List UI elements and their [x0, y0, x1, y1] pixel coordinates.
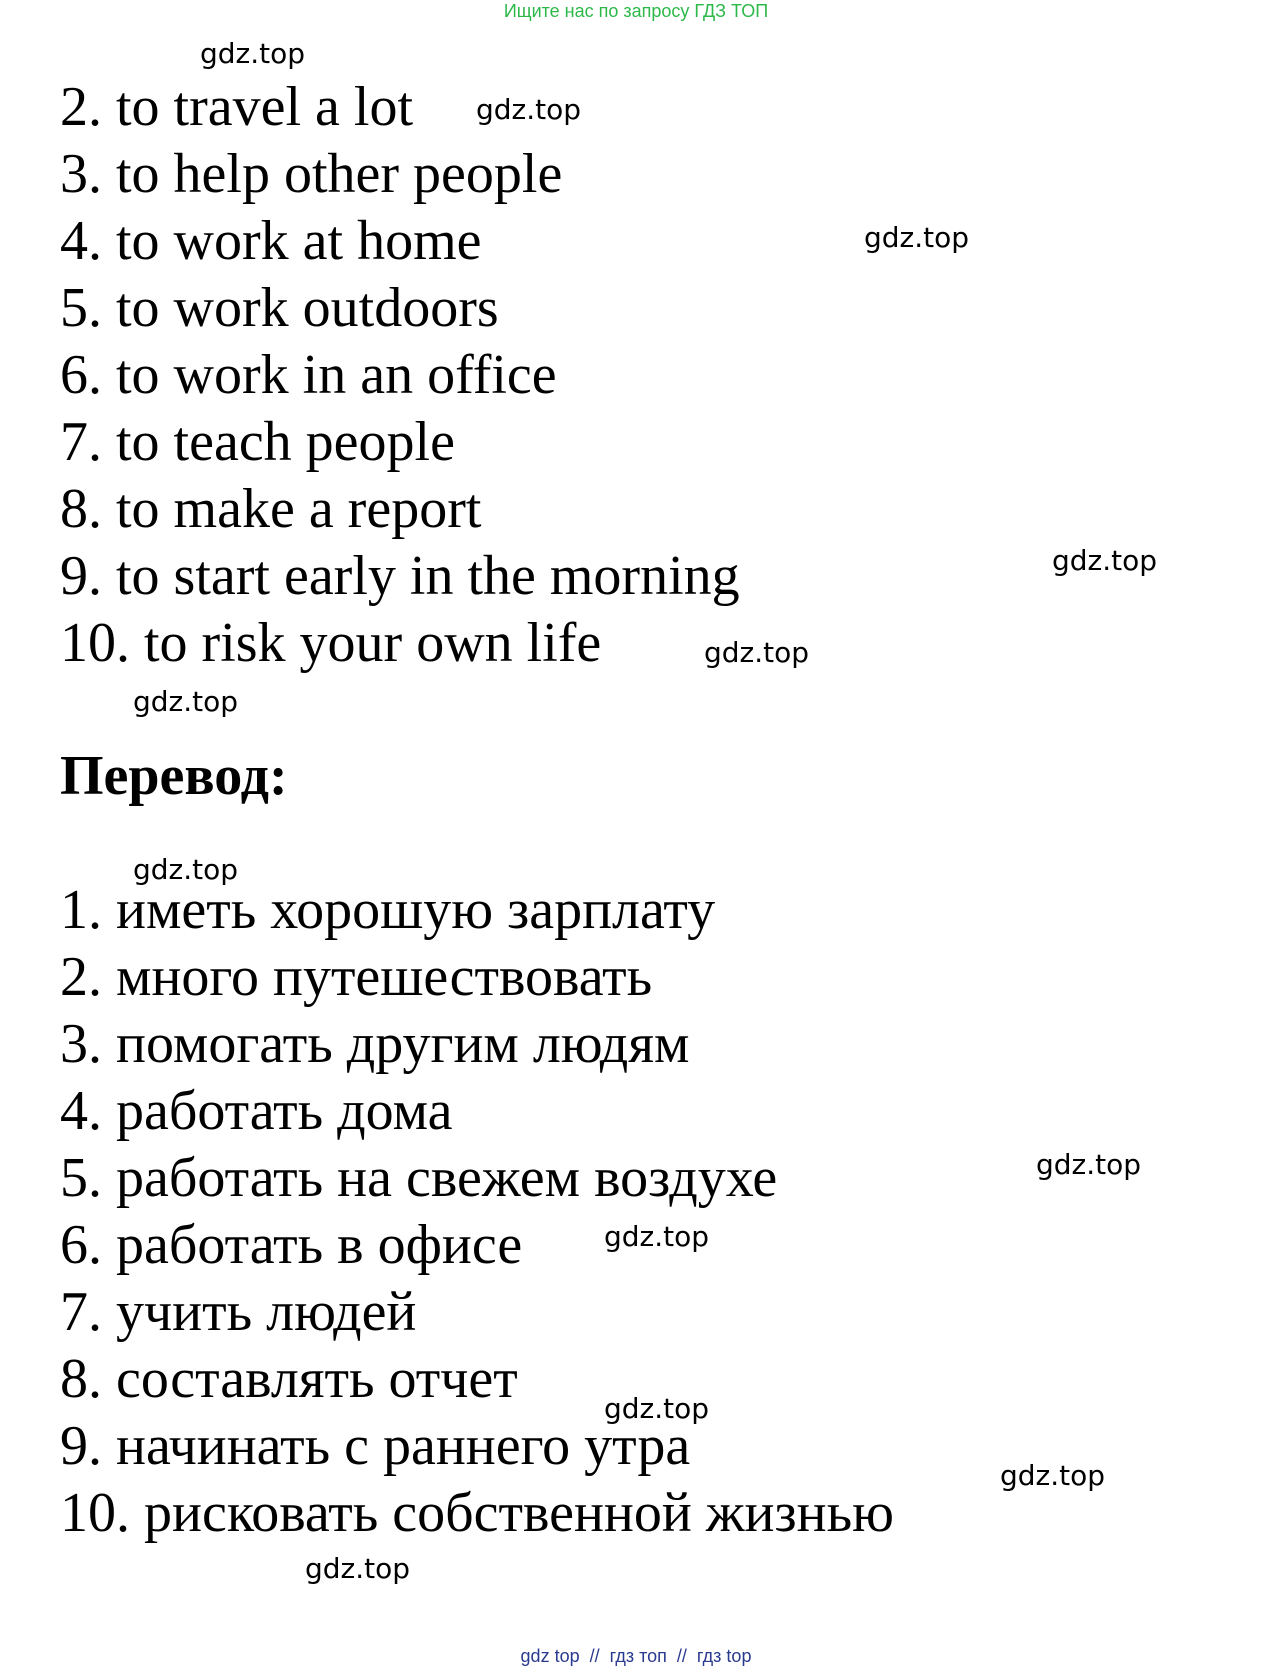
english-item-9: 9. to start early in the morning	[60, 545, 740, 607]
russian-item-10: 10. рисковать собственной жизнью	[60, 1482, 894, 1544]
watermark: gdz.top	[1052, 544, 1158, 577]
english-item-4: 4. to work at home	[60, 210, 482, 272]
watermark: gdz.top	[1036, 1148, 1142, 1181]
watermark: gdz.top	[1000, 1459, 1106, 1492]
russian-item-4: 4. работать дома	[60, 1080, 453, 1142]
translation-heading: Перевод:	[60, 745, 288, 807]
russian-item-9: 9. начинать с раннего утра	[60, 1415, 691, 1477]
watermark: gdz.top	[133, 685, 239, 718]
english-item-10: 10. to risk your own life	[60, 612, 602, 674]
watermark: gdz.top	[604, 1392, 710, 1425]
english-item-2: 2. to travel a lot	[60, 76, 414, 138]
english-item-8: 8. to make a report	[60, 478, 482, 540]
watermark: gdz.top	[305, 1552, 411, 1585]
english-item-6: 6. to work in an office	[60, 344, 557, 406]
russian-item-3: 3. помогать другим людям	[60, 1013, 690, 1075]
russian-item-5: 5. работать на свежем воздухе	[60, 1147, 778, 1209]
russian-item-2: 2. много путешествовать	[60, 946, 653, 1008]
russian-item-1: 1. иметь хорошую зарплату	[60, 879, 716, 941]
watermark: gdz.top	[476, 93, 582, 126]
russian-item-8: 8. составлять отчет	[60, 1348, 518, 1410]
footer-links: gdz top // гдз топ // гдз top	[520, 1646, 752, 1666]
russian-item-6: 6. работать в офисе	[60, 1214, 523, 1276]
watermark: gdz.top	[133, 853, 239, 886]
english-item-3: 3. to help other people	[60, 143, 563, 205]
watermark: gdz.top	[200, 37, 306, 70]
english-item-7: 7. to teach people	[60, 411, 455, 473]
russian-item-7: 7. учить людей	[60, 1281, 417, 1343]
watermark: gdz.top	[704, 636, 810, 669]
watermark: gdz.top	[604, 1220, 710, 1253]
top-banner: Ищите нас по запросу ГДЗ ТОП	[503, 1, 769, 21]
watermark: gdz.top	[864, 221, 970, 254]
english-item-5: 5. to work outdoors	[60, 277, 499, 339]
